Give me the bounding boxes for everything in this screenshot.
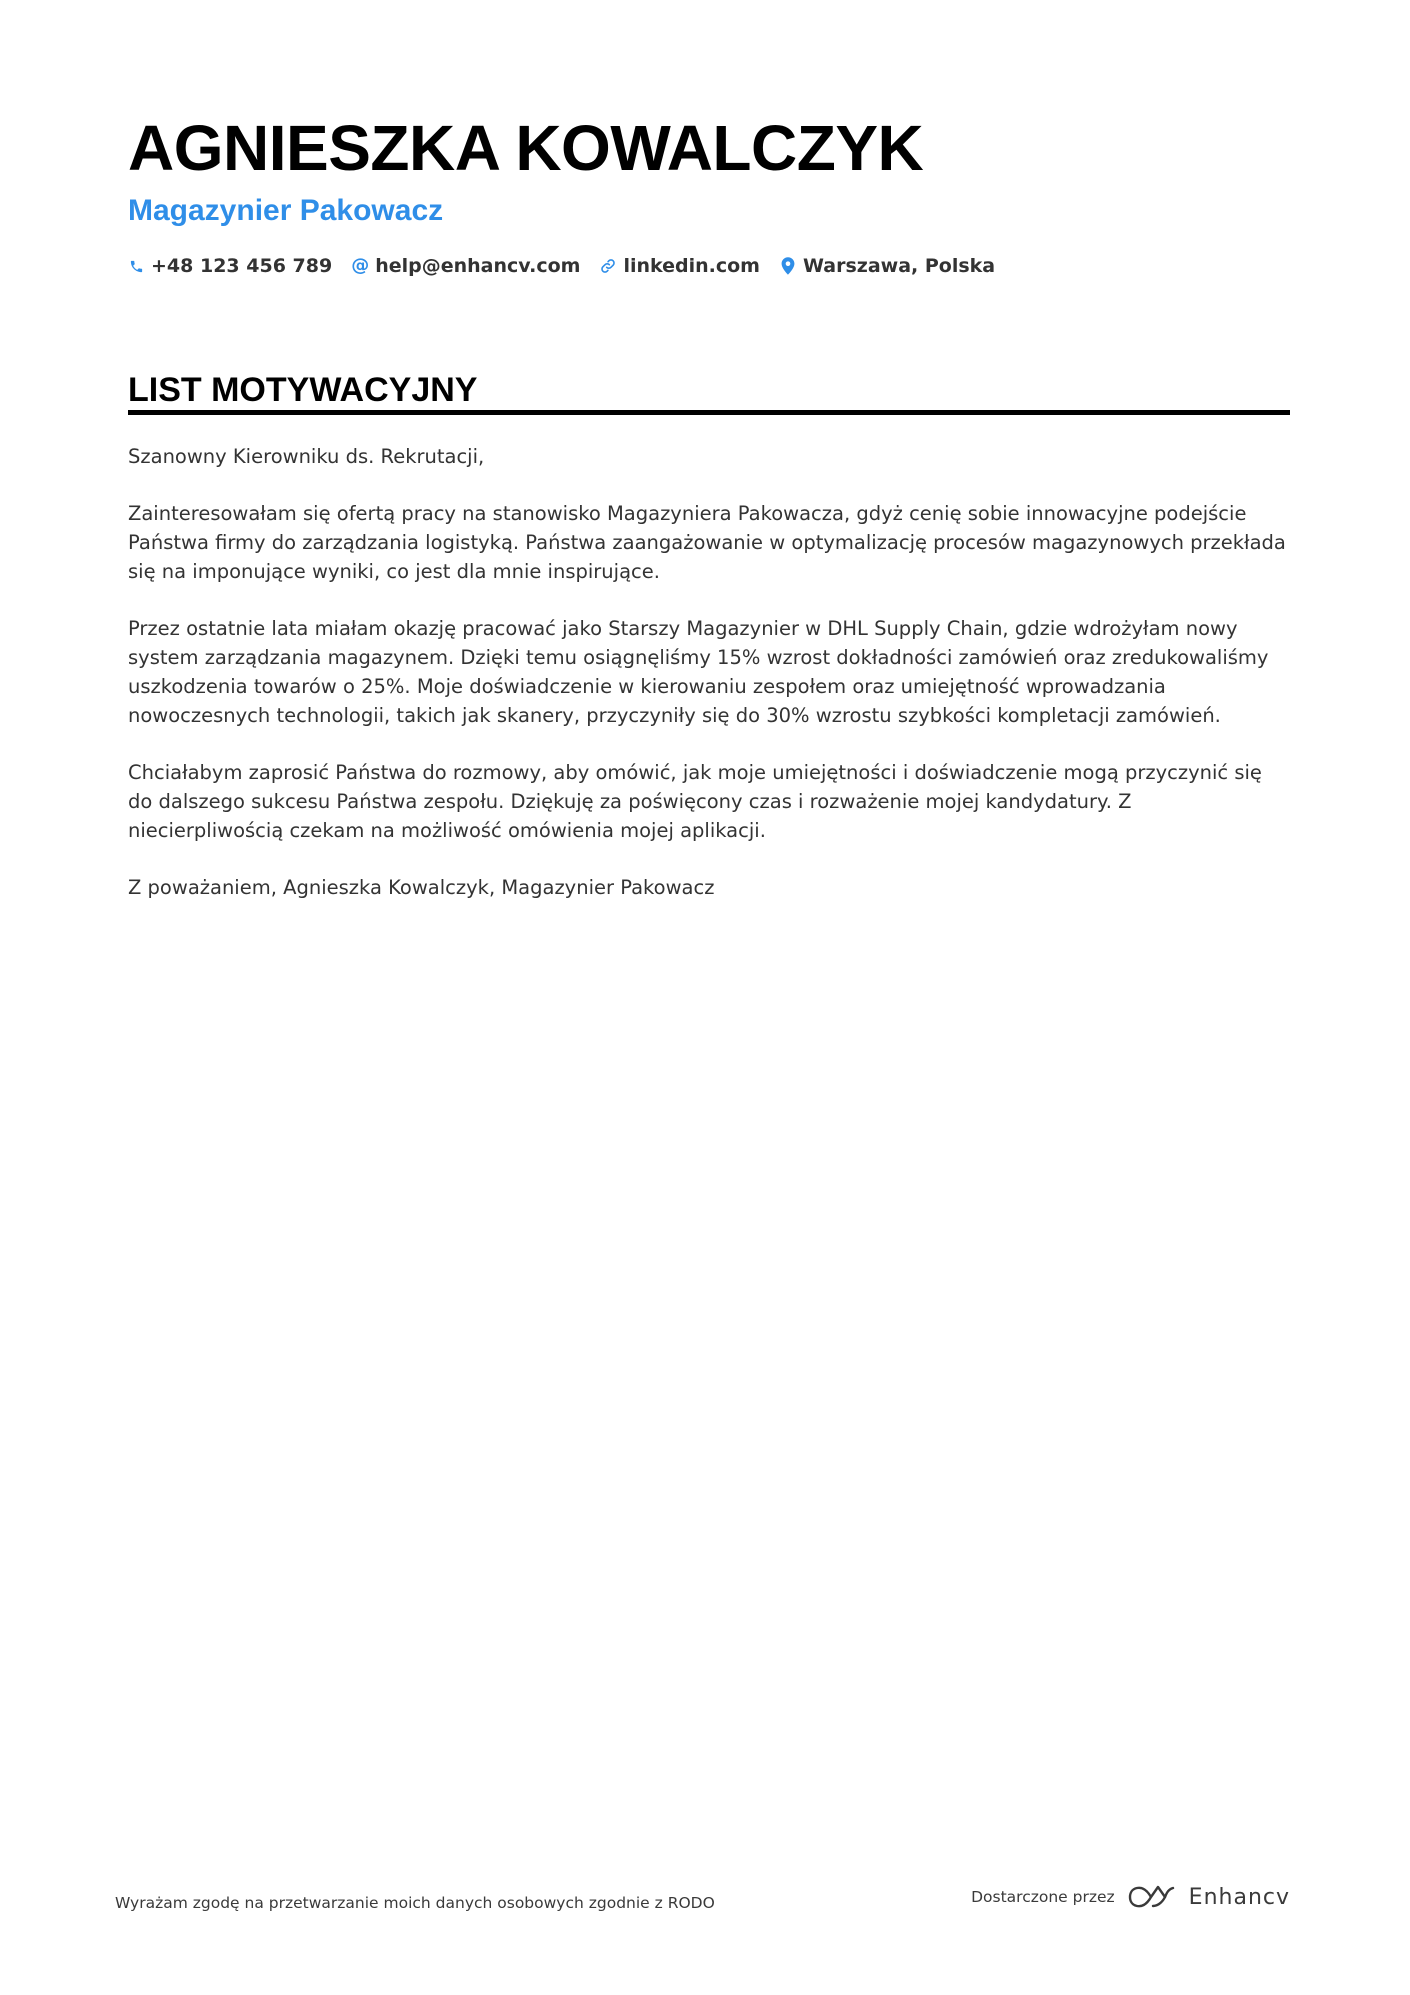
brand-name[interactable]: Enhancv xyxy=(1188,1884,1290,1910)
salutation: Szanowny Kierowniku ds. Rekrutacji, xyxy=(128,445,485,468)
candidate-name: AGNIESZKA KOWALCZYK xyxy=(128,112,924,184)
location-text: Warszawa, Polska xyxy=(802,255,996,277)
contact-linkedin xyxy=(600,255,760,277)
powered-by-label: Dostarczone przez xyxy=(971,1888,1115,1906)
paragraph-intro: Zainteresowałam się ofertą pracy na stanowisko Magazyniera Pakowacza, gdyż cenię sobie innowacyjne podejście Państwa firmy do zarządzania logistyką. Państwa zaangażowanie w optymalizację procesów magazynowych przekłada się na imponujące wyniki, co jest dla mnie inspirujące. xyxy=(128,502,1286,583)
map-pin-icon xyxy=(780,257,796,275)
candidate-role: Magazynier Pakowacz xyxy=(128,194,444,227)
link-icon xyxy=(600,257,616,275)
contact-bar xyxy=(128,252,1290,280)
cover-letter-page xyxy=(128,108,1290,899)
email-link[interactable]: help@enhancv.com xyxy=(375,255,581,277)
contact-phone xyxy=(128,255,332,277)
paragraph-experience: Przez ostatnie lata miałam okazję pracować jako Starszy Magazynier w DHL Supply Chain, gdzie wdrożyłam nowy system zarządzania magazynem. Dzięki temu osiągnęliśmy 15% wzrost dokładności zamówień oraz zredukowaliśmy uszkodzenia towarów o 25%. Moje doświadczenie w kierowaniu zespołem oraz umiejętność wprowadzania nowoczesnych technologii, takich jak skanery, przyczyniły się do 30% wzrostu szybkości kompletacji zamówień. xyxy=(128,617,1269,727)
at-icon: @ xyxy=(351,255,370,276)
phone-icon xyxy=(128,257,144,275)
contact-email xyxy=(352,255,580,277)
phone-number[interactable]: +48 123 456 789 xyxy=(151,255,333,277)
section-title: LIST MOTYWACYJNY xyxy=(128,371,478,409)
section-divider xyxy=(128,410,1290,415)
linkedin-link[interactable]: linkedin.com xyxy=(623,255,760,277)
consent-note: Wyrażam zgodę na przetwarzanie moich danych osobowych zgodnie z RODO xyxy=(115,1894,715,1912)
powered-by xyxy=(971,1884,1290,1910)
letter-body xyxy=(128,442,1290,930)
paragraph-invitation: Chciałabym zaprosić Państwa do rozmowy, aby omówić, jak moje umiejętności i doświadczenie mogą przyczynić się do dalszego sukcesu Państwa zespołu. Dziękuję za poświęcony czas i rozważenie mojej kandydatury. Z niecierpliwością czekam na możliwość omówienia mojej aplikacji. xyxy=(128,761,1262,842)
closing: Z poważaniem, Agnieszka Kowalczyk, Magazynier Pakowacz xyxy=(128,876,715,899)
contact-location xyxy=(780,255,995,277)
enhancv-logo-icon xyxy=(1127,1884,1175,1910)
